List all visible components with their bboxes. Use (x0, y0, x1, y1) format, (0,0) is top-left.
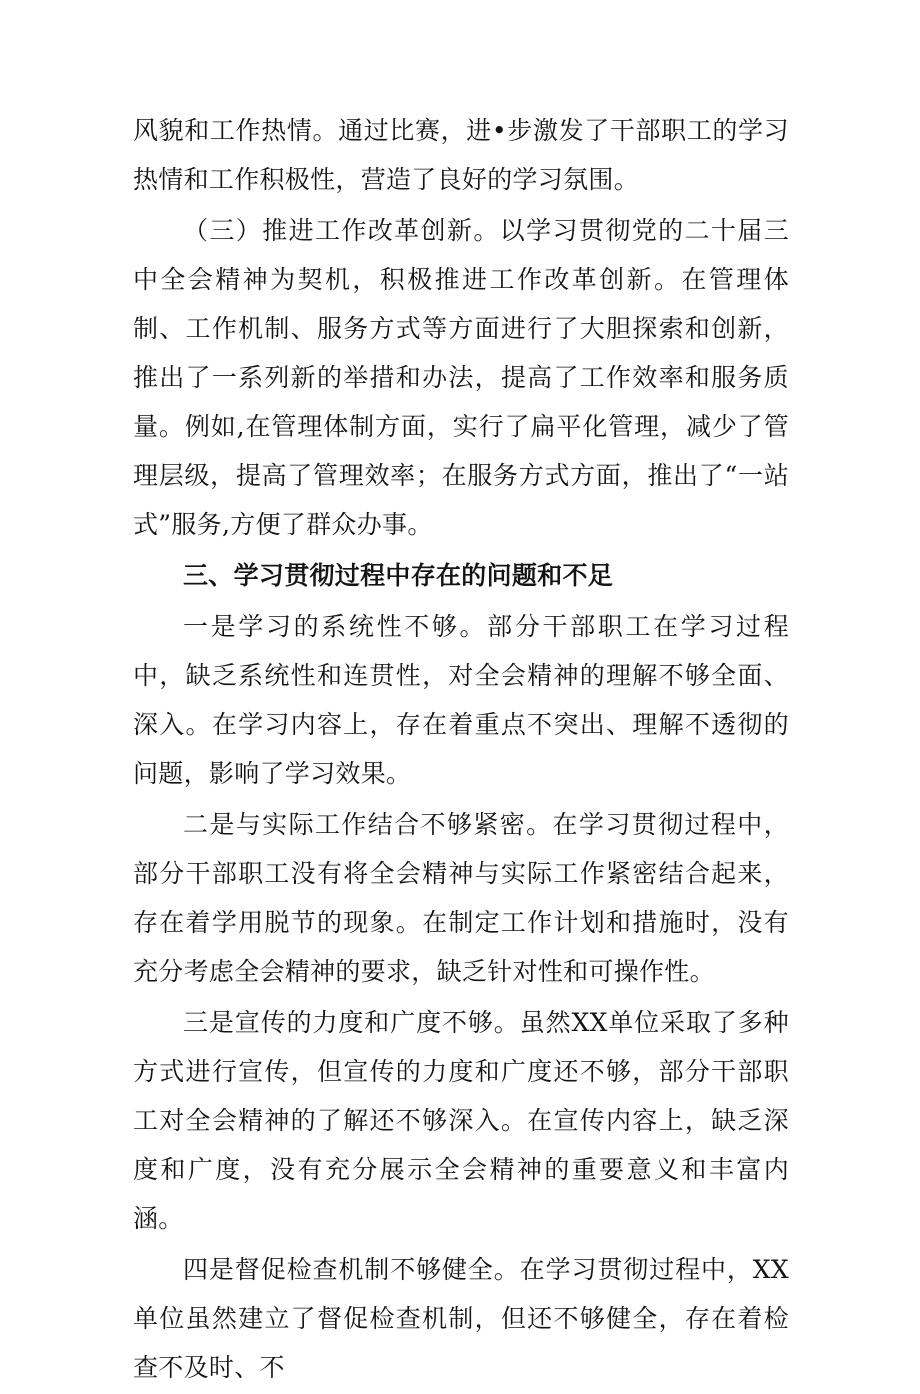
paragraph-problem-1: 一是学习的系统性不够。部分干部职工在学习过程中，缺乏系统性和连贯性，对全会精神的理解不够全面、深入。在学习内容上，存在着重点不突出、理解不透彻的问题，影响了学习效果。 (133, 612, 789, 788)
paragraph-problem-3: 三是宣传的力度和广度不够。虽然XX单位采取了多种方式进行宣传，但宣传的力度和广度还不够，部分干部职工对全会精神的了解还不够深入。在宣传内容上，缺乏深度和广度，没有充分展示全会精神的重要意义和丰富内涵。 (133, 1008, 789, 1233)
paragraph-problem-4: 四是督促检查机制不够健全。在学习贯彻过程中，XX单位虽然建立了督促检查机制，但还不够健全，存在着检查不及时、不 (133, 1255, 789, 1382)
paragraph-problem-2: 二是与实际工作结合不够紧密。在学习贯彻过程中，部分干部职工没有将全会精神与实际工作紧密结合起来，存在着学用脱节的现象。在制定工作计划和措施时，没有充分考虑全会精神的要求，缺乏针对性和可操作性。 (133, 810, 789, 986)
paragraph-continuation: 风貌和工作热情。通过比赛，进•步激发了干部职工的学习热情和工作积极性，营造了良好的学习氛围。 (133, 116, 789, 194)
document-body (133, 106, 789, 1394)
paragraph-reform-innovation: （三）推进工作改革创新。以学习贯彻党的二十届三中全会精神为契机，积极推进工作改革创新。在管理体制、工作机制、服务方式等方面进行了大胆探索和创新，推出了一系列新的举措和办法，提高了工作效率和服务质量。例如,在管理体制方面，实行了扁平化管理，减少了管理层级，提高了管理效率；在服务方式方面，推出了“一站式”服务,方便了群众办事。 (133, 216, 789, 539)
section-heading-problems: 三、学习贯彻过程中存在的问题和不足 (183, 561, 614, 590)
